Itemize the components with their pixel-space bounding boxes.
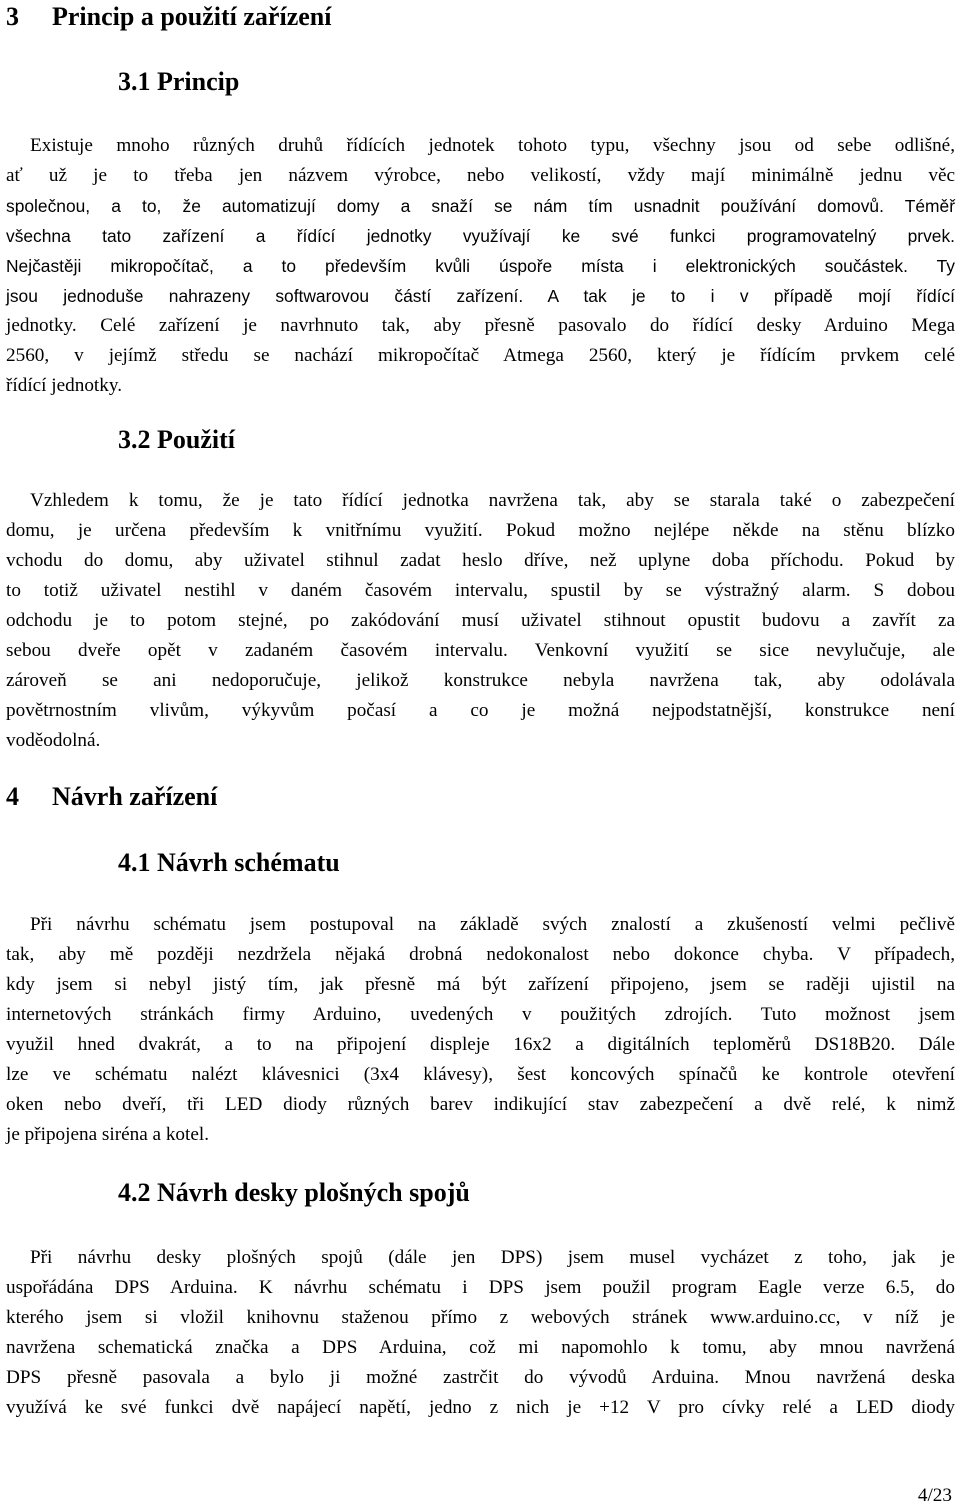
heading-title: Princip a použití zařízení — [52, 2, 332, 31]
text-line: kdy jsem si nebyl jistý tím, jak přesně má být zařízení připojeno, jsem se raději ujistil na — [6, 974, 955, 995]
text-line: Při návrhu desky plošných spojů (dále jen DPS) jsem musel vycházet z toho, jak je — [30, 1247, 955, 1268]
heading-number: 4.2 — [118, 1178, 151, 1207]
heading-4-2 — [118, 1178, 470, 1208]
heading-title: Princip — [157, 67, 240, 96]
heading-3-2 — [118, 425, 235, 455]
text-line: Nejčastěji mikropočítač, a to především kvůli úspoře místa i elektronických součástek. Ty — [6, 256, 955, 276]
text-line: všechna tato zařízení a řídící jednotky využívají ke své funkci programovatelný prvek. — [6, 226, 955, 246]
heading-title: Návrh schématu — [157, 848, 340, 877]
text-line: řídící jednotky. — [6, 375, 122, 396]
text-line: vchodu do domu, aby uživatel stihnul zadat heslo dříve, než uplyne doba příchodu. Pokud by — [6, 550, 955, 571]
heading-number: 3.1 — [118, 67, 151, 96]
heading-number: 3.2 — [118, 425, 151, 454]
text-line: sebou dveře opět v zadaném časovém intervalu. Venkovní využití se sice nevylučuje, ale — [6, 640, 955, 661]
text-line: voděodolná. — [6, 730, 101, 751]
paragraph-dps — [6, 1243, 955, 1423]
text-line: 2560, v jejímž středu se nachází mikropočítač Atmega 2560, který je řídícím prvkem celé — [6, 345, 955, 366]
heading-3 — [6, 2, 331, 32]
text-line: domu, je určena především k vnitřnímu využití. Pokud možno nejlépe někde na stěnu blízko — [6, 520, 955, 541]
text-line: kterého jsem si vložil knihovnu staženou přímo z webových stránek www.arduino.cc, v níž je — [6, 1307, 955, 1328]
text-line: využil hned dvakrát, a to na připojení displeje 16x2 a digitálních teploměrů DS18B20. Dále — [6, 1034, 955, 1055]
text-line: je připojena siréna a kotel. — [6, 1124, 209, 1145]
text-line: Vzhledem k tomu, že je tato řídící jednotka navržena tak, aby se starala také o zabezpečení — [30, 490, 955, 511]
heading-number: 4 — [6, 782, 19, 811]
text-line: uspořádána DPS Arduina. K návrhu schématu i DPS jsem použil program Eagle verze 6.5, do — [6, 1277, 955, 1298]
text-line: DPS přesně pasovala a bylo ji možné zastrčit do vývodů Arduina. Mnou navržená deska — [6, 1367, 955, 1388]
text-line: společnou, a to, že automatizují domy a snaží se nám tím usnadnit používání domovů. Téměř — [6, 196, 955, 216]
text-line: ať už je to třeba jen názvem výrobce, nebo velikostí, vždy mají minimálně jednu věc — [6, 165, 955, 186]
text-line: jsou jednoduše nahrazeny softwarovou částí zařízení. A tak je to i v případě mojí řídící — [6, 286, 955, 306]
text-line: využívá ke své funkci dvě napájecí napětí, jedno z nich je +12 V pro cívky relé a LED diody — [6, 1397, 955, 1418]
text-line: zároveň se ani nedoporučuje, jelikož konstrukce nebyla navržena tak, aby odolávala — [6, 670, 955, 691]
paragraph-pouziti — [6, 486, 955, 756]
heading-title: Použití — [157, 425, 235, 454]
text-line: tak, aby mě později nezdržela nějaká drobná nedokonalost nebo dokonce chyba. V případech, — [6, 944, 955, 965]
text-line: to totiž uživatel nestihl v daném časovém intervalu, spustil by se výstražný alarm. S dobou — [6, 580, 955, 601]
text-line: povětrnostním vlivům, výkyvům počasí a co je možná nejpodstatnější, konstrukce není — [6, 700, 955, 721]
text-line: odchodu je to potom stejné, po zakódování musí uživatel stihnout opustit budovu a zavřít za — [6, 610, 955, 631]
paragraph-schema — [6, 910, 955, 1150]
paragraph-princip — [6, 131, 955, 401]
heading-number: 4.1 — [118, 848, 151, 877]
page-number: 4/23 — [917, 1485, 952, 1506]
heading-3-1 — [118, 67, 239, 97]
text-line: navržena schematická značka a DPS Arduina, což mi napomohlo k tomu, aby mnou navržená — [6, 1337, 955, 1358]
text-line: Existuje mnoho různých druhů řídících jednotek tohoto typu, všechny jsou od sebe odlišné, — [30, 135, 955, 156]
text-line: Při návrhu schématu jsem postupoval na základě svých znalostí a zkušeností velmi pečlivě — [30, 914, 955, 935]
heading-4 — [6, 782, 217, 812]
heading-title: Návrh desky plošných spojů — [157, 1178, 470, 1207]
text-line: jednotky. Celé zařízení je navrhnuto tak, aby přesně pasovalo do řídící desky Arduino Mega — [6, 315, 955, 336]
heading-number: 3 — [6, 2, 19, 31]
text-line: oken nebo dveří, tři LED diody různých barev indikující stav zabezpečení a dvě relé, k nimž — [6, 1094, 955, 1115]
heading-title: Návrh zařízení — [52, 782, 218, 811]
heading-4-1 — [118, 848, 340, 878]
text-line: lze ve schématu nalézt klávesnici (3x4 klávesy), šest koncových spínačů ke kontrole otevření — [6, 1064, 955, 1085]
text-line: internetových stránkách firmy Arduino, uvedených v použitých zdrojích. Tuto možnost jsem — [6, 1004, 955, 1025]
